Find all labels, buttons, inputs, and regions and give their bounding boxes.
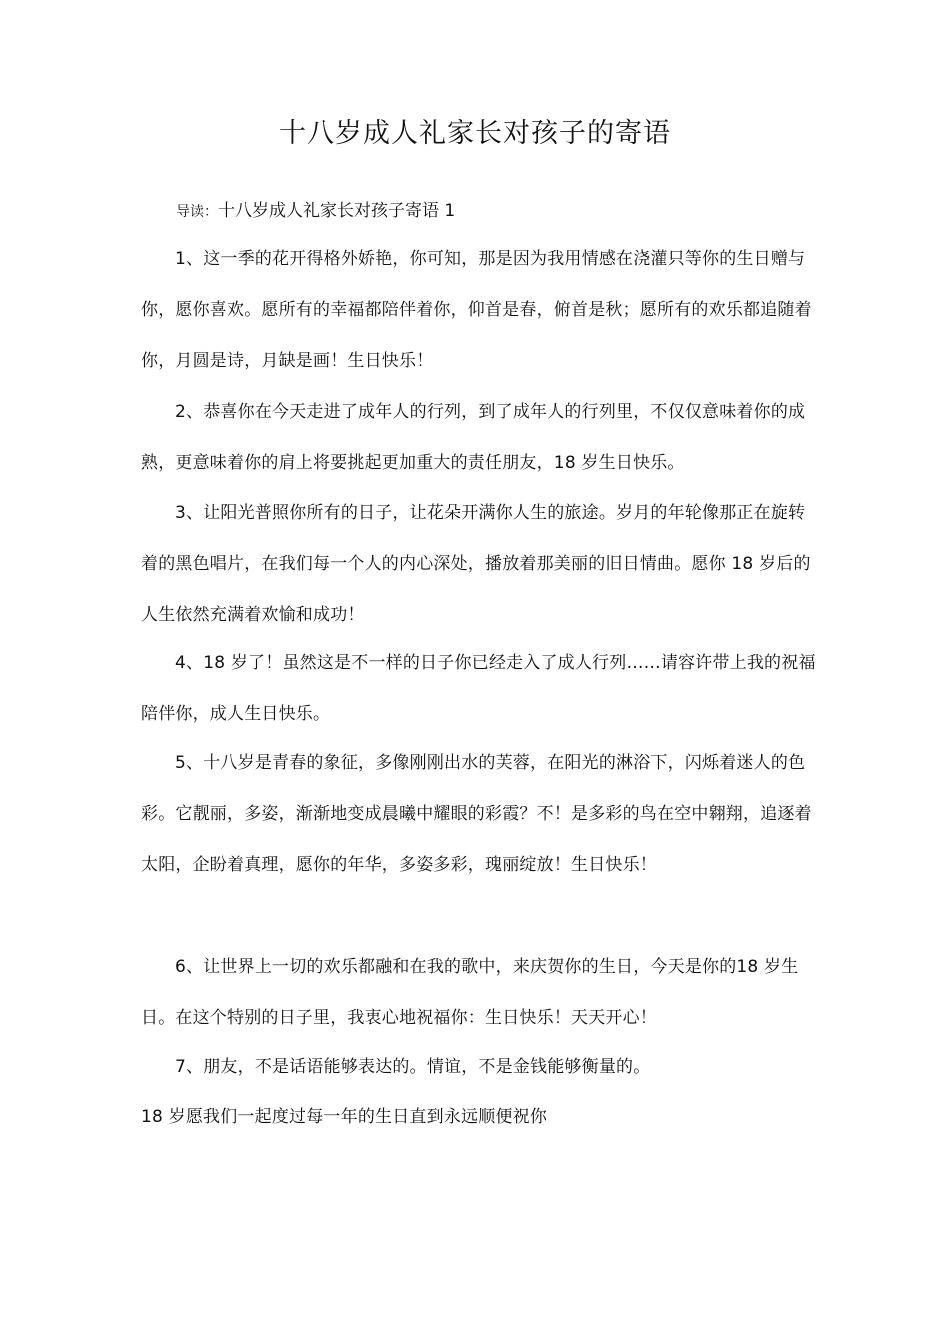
paragraph-6: 6、让世界上一切的欢乐都融和在我的歌中，来庆贺你的生日，今天是你的18 岁生日。在这个特别的日子里，我衷心地祝福你：生日快乐！天天开心！ — [141, 957, 799, 1028]
paragraph-3: 3、让阳光普照你所有的日子，让花朵开满你人生的旅途。岁月的年轮像那正在旋转着的黑色唱片，在我们每一个人的内心深处，播放着那美丽的旧日情曲。愿你 18 岁后的人生依然充满着欢愉和成功！ — [141, 503, 811, 625]
intro-text: 十八岁成人礼家长对孩子寄语 1 — [218, 201, 456, 221]
paragraph-7: 7、朋友，不是话语能够表达的。情谊，不是金钱能够衡量的。 — [175, 1057, 651, 1077]
paragraph-5: 5、十八岁是青春的象征，多像刚刚出水的芙蓉，在阳光的淋浴下，闪烁着迷人的色彩。它靓丽，多姿，渐渐地变成晨曦中耀眼的彩霞？不！是多彩的鸟在空中翱翔，追逐着太阳，企盼着真理，愿你的年华，多姿多彩，瑰丽绽放！生日快乐！ — [141, 753, 812, 875]
paragraph-1: 1、这一季的花开得格外娇艳，你可知，那是因为我用情感在浇灌只等你的生日赠与你，愿你喜欢。愿所有的幸福都陪伴着你，仰首是春，俯首是秋；愿所有的欢乐都追随着你，月圆是诗，月缺是画！生日快乐！ — [141, 249, 812, 371]
intro-line — [176, 196, 876, 227]
paragraph-2: 2、恭喜你在今天走进了成年人的行列，到了成年人的行列里，不仅仅意味着你的成熟，更意味着你的肩上将要挑起更加重大的责任朋友，18 岁生日快乐。 — [141, 402, 806, 473]
paragraph-8: 18 岁愿我们一起度过每一年的生日直到永远顺便祝你 — [141, 1107, 548, 1127]
document-title: 十八岁成人礼家长对孩子的寄语 — [279, 118, 671, 149]
paragraph-4: 4、18 岁了！虽然这是不一样的日子你已经走入了成人行列……请容许带上我的祝福陪伴你，成人生日快乐。 — [141, 653, 816, 724]
intro-label: 导读： — [176, 204, 218, 220]
